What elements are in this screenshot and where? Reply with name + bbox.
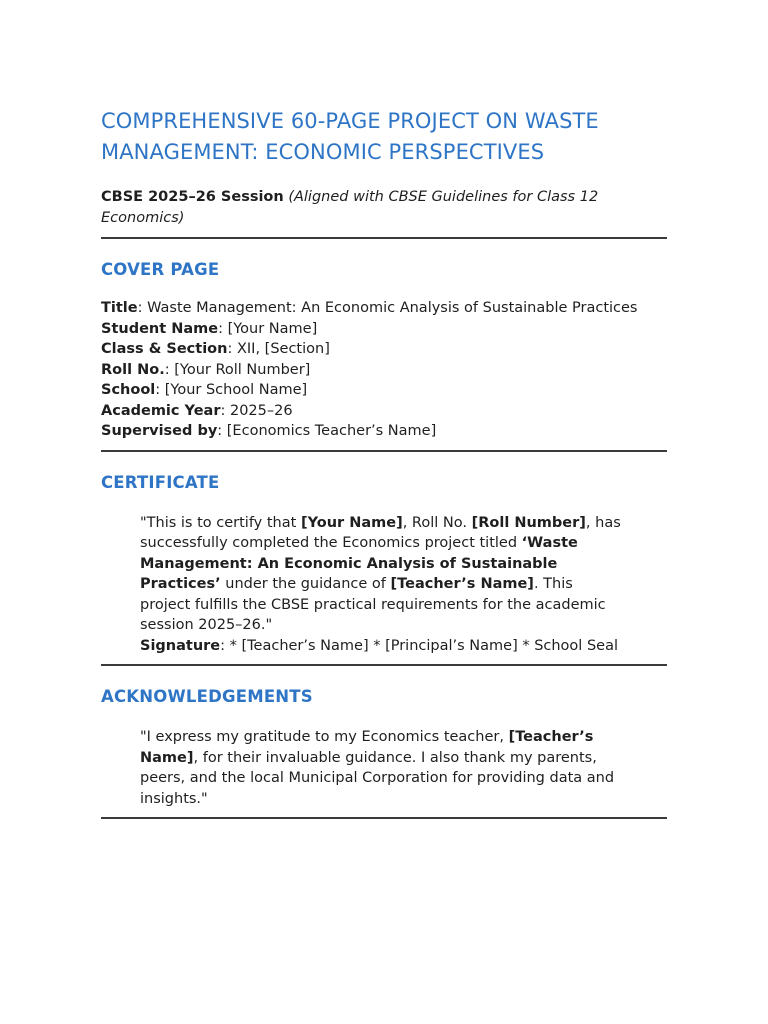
field-label: Supervised by bbox=[101, 423, 218, 439]
section-divider bbox=[101, 664, 667, 666]
cover-field-roll-no bbox=[101, 360, 667, 381]
quote-text: , for their invaluable guidance. I also thank my parents, peers, and the local Municipal Corporation for providing data and insights." bbox=[140, 749, 615, 807]
session-note: (Aligned with CBSE Guidelines for Class 12 Economics) bbox=[101, 189, 599, 226]
field-label: Student Name bbox=[101, 320, 219, 337]
quote-text: under the guidance of bbox=[220, 576, 391, 592]
project-title-emphasis: ‘Waste Management: An Economic Analysis of Sustainable Practices’ bbox=[140, 535, 578, 592]
field-label: Roll No. bbox=[101, 361, 165, 378]
field-value: : XII, [Section] bbox=[227, 341, 330, 357]
acknowledgements-heading: ACKNOWLEDGEMENTS bbox=[101, 687, 313, 706]
section-divider bbox=[101, 237, 667, 239]
section-divider bbox=[101, 450, 667, 452]
teacher-name-placeholder: [Teacher’s Name] bbox=[140, 729, 594, 766]
field-value: : [Your Roll Number] bbox=[164, 361, 311, 378]
cover-field-title bbox=[101, 298, 667, 319]
signature-line bbox=[140, 636, 626, 657]
session-label: CBSE 2025–26 Session bbox=[101, 189, 284, 205]
document-content bbox=[101, 106, 667, 819]
quote-text: "I express my gratitude to my Economics teacher, bbox=[140, 729, 509, 745]
section-divider bbox=[101, 817, 667, 819]
session-line bbox=[101, 187, 667, 229]
field-label: School bbox=[101, 382, 156, 398]
acknowledgements-quote bbox=[140, 727, 626, 809]
field-label: Academic Year bbox=[101, 402, 221, 419]
cover-field-school bbox=[101, 380, 667, 401]
field-value: : Waste Management: An Economic Analysis of Sustainable Practices bbox=[137, 300, 638, 316]
document-title: COMPREHENSIVE 60-PAGE PROJECT ON WASTE MANAGEMENT: ECONOMIC PERSPECTIVES bbox=[101, 109, 599, 164]
field-value: : [Economics Teacher’s Name] bbox=[217, 423, 437, 439]
cover-field-student-name bbox=[101, 319, 667, 340]
cover-field-academic-year bbox=[101, 401, 667, 422]
cover-field-class-section bbox=[101, 339, 667, 360]
field-label: Title bbox=[101, 300, 138, 316]
quote-text: "This is to certify that bbox=[140, 514, 301, 531]
certificate-heading: CERTIFICATE bbox=[101, 472, 220, 492]
cover-page-heading: COVER PAGE bbox=[101, 260, 220, 279]
field-value: : [Your School Name] bbox=[155, 382, 308, 398]
cover-field-supervised-by bbox=[101, 421, 667, 442]
teacher-name-placeholder: [Teacher’s Name] bbox=[390, 576, 534, 592]
field-value: : 2025–26 bbox=[220, 402, 293, 419]
quote-text: , has successfully completed the Economics project titled bbox=[140, 514, 621, 551]
cover-fields bbox=[101, 298, 667, 442]
signature-label: Signature bbox=[140, 637, 221, 654]
quote-text: , Roll No. bbox=[402, 514, 472, 531]
student-name-placeholder: [Your Name] bbox=[300, 514, 403, 531]
field-label: Class & Section bbox=[101, 341, 228, 357]
field-value: : [Your Name] bbox=[218, 320, 318, 337]
roll-number-placeholder: [Roll Number] bbox=[471, 514, 586, 531]
signature-value: : * [Teacher’s Name] * [Principal’s Name] * School Seal bbox=[220, 637, 618, 654]
certificate-quote bbox=[140, 513, 626, 657]
quote-text: . This project fulfills the CBSE practical requirements for the academic session 2025–26." bbox=[140, 576, 606, 633]
